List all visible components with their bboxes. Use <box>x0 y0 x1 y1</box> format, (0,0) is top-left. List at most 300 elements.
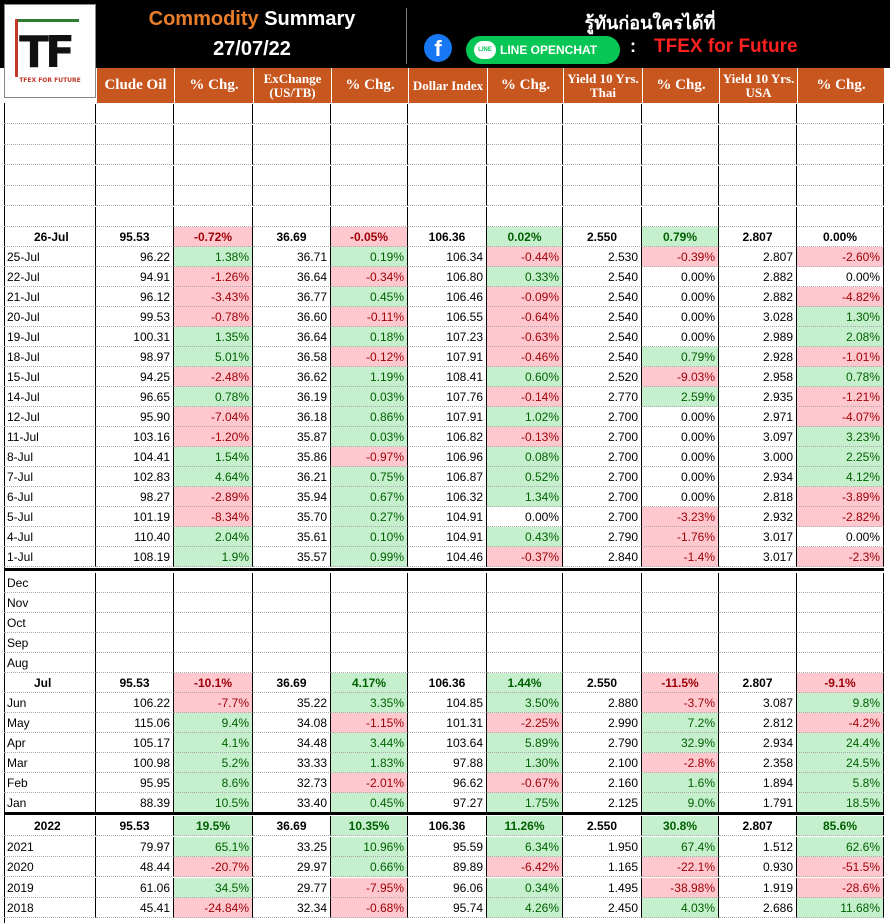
table-row <box>4 693 884 713</box>
pct-change-cell: 0.00% <box>797 227 884 247</box>
pct-change-cell: 0.00% <box>797 527 884 547</box>
value-cell: 95.90 <box>96 407 174 427</box>
pct-change-cell: -8.34% <box>174 507 253 527</box>
pct-change-cell: 0.00% <box>642 287 719 307</box>
value-cell: 106.80 <box>408 267 487 287</box>
value-cell <box>719 633 797 653</box>
value-cell: 104.41 <box>96 447 174 467</box>
column-headers <box>0 68 890 103</box>
row-label: Nov <box>4 593 96 613</box>
value-cell: 1.495 <box>563 878 642 898</box>
value-cell: 106.32 <box>408 487 487 507</box>
pct-change-cell: -0.72% <box>174 227 253 247</box>
pct-change-cell <box>797 593 884 613</box>
table-row <box>4 713 884 733</box>
pct-change-cell: 18.5% <box>797 793 884 813</box>
row-label: 20-Jul <box>4 307 96 327</box>
pct-change-cell: -3.43% <box>174 287 253 307</box>
value-cell: 95.59 <box>408 837 487 857</box>
empty-row <box>4 104 884 124</box>
pct-change-cell: -2.01% <box>331 773 408 793</box>
pct-change-cell: -0.11% <box>331 307 408 327</box>
column-header: % Chg. <box>487 68 563 103</box>
row-label: 25-Jul <box>4 247 96 267</box>
value-cell: 36.18 <box>253 407 331 427</box>
table-row <box>4 878 884 898</box>
pct-change-cell: -4.82% <box>797 287 884 307</box>
pct-change-cell: -3.23% <box>642 507 719 527</box>
pct-change-cell: -24.84% <box>174 898 253 918</box>
value-cell: 2.520 <box>563 367 642 387</box>
value-cell: 96.06 <box>408 878 487 898</box>
row-label: Mar <box>4 753 96 773</box>
row-label: Sep <box>4 633 96 653</box>
row-label: 15-Jul <box>4 367 96 387</box>
pct-change-cell: 0.86% <box>331 407 408 427</box>
pct-change-cell: 5.01% <box>174 347 253 367</box>
logo-caption: TFEX FOR FUTURE <box>19 77 81 84</box>
value-cell: 105.17 <box>96 733 174 753</box>
pct-change-cell: 0.27% <box>331 507 408 527</box>
pct-change-cell: -11.5% <box>642 673 719 693</box>
table-row <box>4 407 884 427</box>
value-cell: 36.69 <box>253 816 331 836</box>
pct-change-cell: 2.25% <box>797 447 884 467</box>
value-cell: 100.98 <box>96 753 174 773</box>
pct-change-cell: -22.1% <box>642 857 719 877</box>
pct-change-cell <box>331 633 408 653</box>
value-cell: 2.790 <box>563 733 642 753</box>
value-cell: 95.74 <box>408 898 487 918</box>
empty-row <box>4 186 884 206</box>
table-row <box>4 387 884 407</box>
table-row <box>4 507 884 527</box>
value-cell: 2.880 <box>563 693 642 713</box>
pct-change-cell: -4.07% <box>797 407 884 427</box>
pct-change-cell: 5.2% <box>174 753 253 773</box>
value-cell: 108.41 <box>408 367 487 387</box>
value-cell: 97.27 <box>408 793 487 813</box>
table-row <box>4 487 884 507</box>
value-cell: 2.812 <box>719 713 797 733</box>
row-label: 1-Jul <box>4 547 96 567</box>
value-cell: 2.686 <box>719 898 797 918</box>
pct-change-cell: 5.8% <box>797 773 884 793</box>
table-row <box>4 837 884 857</box>
pct-change-cell: 4.17% <box>331 673 408 693</box>
pct-change-cell: -0.34% <box>331 267 408 287</box>
pct-change-cell: -6.42% <box>487 857 563 877</box>
value-cell: 96.12 <box>96 287 174 307</box>
value-cell: 34.08 <box>253 713 331 733</box>
value-cell: 36.69 <box>253 227 331 247</box>
channel-name: TFEX for Future <box>654 36 798 57</box>
pct-change-cell: 4.64% <box>174 467 253 487</box>
value-cell: 35.61 <box>253 527 331 547</box>
row-label: 11-Jul <box>4 427 96 447</box>
value-cell: 106.46 <box>408 287 487 307</box>
value-cell: 2.807 <box>719 247 797 267</box>
row-label: 12-Jul <box>4 407 96 427</box>
pct-change-cell: 24.4% <box>797 733 884 753</box>
pct-change-cell: 0.78% <box>174 387 253 407</box>
pct-change-cell: 4.03% <box>642 898 719 918</box>
value-cell: 2.882 <box>719 267 797 287</box>
table-row <box>4 227 884 247</box>
value-cell: 94.91 <box>96 267 174 287</box>
empty-row <box>4 125 884 145</box>
row-label: 4-Jul <box>4 527 96 547</box>
value-cell: 89.89 <box>408 857 487 877</box>
pct-change-cell: 1.19% <box>331 367 408 387</box>
pct-change-cell: -51.5% <box>797 857 884 877</box>
column-header: ExChange (US/TB) <box>253 68 331 103</box>
column-header: % Chg. <box>174 68 253 103</box>
header-bar <box>0 0 890 68</box>
pct-change-cell: 6.34% <box>487 837 563 857</box>
value-cell: 2.807 <box>719 227 797 247</box>
pct-change-cell: -0.37% <box>487 547 563 567</box>
value-cell <box>719 573 797 593</box>
pct-change-cell: 1.44% <box>487 673 563 693</box>
pct-change-cell: 1.30% <box>487 753 563 773</box>
empty-row <box>4 207 884 227</box>
value-cell: 98.27 <box>96 487 174 507</box>
table-row <box>4 793 884 813</box>
pct-change-cell <box>331 573 408 593</box>
value-cell: 2.540 <box>563 287 642 307</box>
pct-change-cell: -4.2% <box>797 713 884 733</box>
pct-change-cell: 9.0% <box>642 793 719 813</box>
value-cell <box>408 653 487 673</box>
pct-change-cell <box>174 573 253 593</box>
pct-change-cell: 5.89% <box>487 733 563 753</box>
pct-change-cell: 4.12% <box>797 467 884 487</box>
value-cell: 2.882 <box>719 287 797 307</box>
value-cell: 2.700 <box>563 447 642 467</box>
pct-change-cell: 1.02% <box>487 407 563 427</box>
value-cell: 1.919 <box>719 878 797 898</box>
value-cell: 2.807 <box>719 673 797 693</box>
pct-change-cell <box>487 633 563 653</box>
value-cell: 101.31 <box>408 713 487 733</box>
pct-change-cell: 0.79% <box>642 227 719 247</box>
value-cell: 2.934 <box>719 733 797 753</box>
value-cell: 106.96 <box>408 447 487 467</box>
pct-change-cell: -7.04% <box>174 407 253 427</box>
value-cell: 88.39 <box>96 793 174 813</box>
value-cell: 3.000 <box>719 447 797 467</box>
pct-change-cell: -0.12% <box>331 347 408 367</box>
value-cell <box>719 653 797 673</box>
pct-change-cell <box>642 593 719 613</box>
pct-change-cell: 0.00% <box>642 487 719 507</box>
value-cell <box>408 613 487 633</box>
value-cell: 29.77 <box>253 878 331 898</box>
pct-change-cell: -1.26% <box>174 267 253 287</box>
pct-change-cell: -0.64% <box>487 307 563 327</box>
pct-change-cell <box>487 653 563 673</box>
value-cell <box>719 593 797 613</box>
pct-change-cell: -0.97% <box>331 447 408 467</box>
pct-change-cell: -0.67% <box>487 773 563 793</box>
value-cell: 2.700 <box>563 407 642 427</box>
value-cell: 2.160 <box>563 773 642 793</box>
pct-change-cell: 0.00% <box>642 427 719 447</box>
row-label: 2021 <box>4 837 96 857</box>
pct-change-cell: 2.59% <box>642 387 719 407</box>
pct-change-cell: 3.50% <box>487 693 563 713</box>
row-label: May <box>4 713 96 733</box>
value-cell: 61.06 <box>96 878 174 898</box>
table-row <box>4 547 884 567</box>
value-cell: 102.83 <box>96 467 174 487</box>
pct-change-cell: -1.01% <box>797 347 884 367</box>
value-cell: 35.94 <box>253 487 331 507</box>
value-cell <box>96 613 174 633</box>
facebook-icon[interactable]: f <box>424 34 452 62</box>
row-label: 19-Jul <box>4 327 96 347</box>
pct-change-cell: -0.63% <box>487 327 563 347</box>
page-title: Commodity Summary <box>148 8 356 30</box>
value-cell: 108.19 <box>96 547 174 567</box>
value-cell: 2.807 <box>719 816 797 836</box>
value-cell: 33.33 <box>253 753 331 773</box>
value-cell: 36.19 <box>253 387 331 407</box>
pct-change-cell <box>487 573 563 593</box>
section-divider <box>4 812 884 815</box>
table-row <box>4 593 884 613</box>
pct-change-cell: 10.35% <box>331 816 408 836</box>
value-cell: 2.818 <box>719 487 797 507</box>
table-row <box>4 653 884 673</box>
table-row <box>4 247 884 267</box>
pct-change-cell: 1.9% <box>174 547 253 567</box>
pct-change-cell: 7.2% <box>642 713 719 733</box>
value-cell: 103.64 <box>408 733 487 753</box>
pct-change-cell: -20.7% <box>174 857 253 877</box>
section-divider <box>4 568 884 571</box>
value-cell: 106.34 <box>408 247 487 267</box>
row-label: 14-Jul <box>4 387 96 407</box>
pct-change-cell: 1.30% <box>797 307 884 327</box>
value-cell: 2.840 <box>563 547 642 567</box>
pct-change-cell: 10.5% <box>174 793 253 813</box>
pct-change-cell: 3.35% <box>331 693 408 713</box>
value-cell: 2.540 <box>563 307 642 327</box>
table-row <box>4 573 884 593</box>
value-cell: 35.22 <box>253 693 331 713</box>
value-cell: 104.85 <box>408 693 487 713</box>
row-label: 2022 <box>4 816 96 836</box>
pct-change-cell: -9.03% <box>642 367 719 387</box>
table-row <box>4 673 884 693</box>
value-cell: 106.36 <box>408 673 487 693</box>
value-cell: 33.25 <box>253 837 331 857</box>
pct-change-cell: 1.83% <box>331 753 408 773</box>
value-cell <box>253 633 331 653</box>
pct-change-cell: 3.44% <box>331 733 408 753</box>
pct-change-cell: -2.3% <box>797 547 884 567</box>
value-cell: 45.41 <box>96 898 174 918</box>
value-cell <box>253 613 331 633</box>
value-cell: 35.70 <box>253 507 331 527</box>
value-cell: 0.930 <box>719 857 797 877</box>
pct-change-cell: -2.60% <box>797 247 884 267</box>
value-cell <box>253 573 331 593</box>
value-cell: 36.64 <box>253 327 331 347</box>
value-cell: 110.40 <box>96 527 174 547</box>
value-cell: 106.55 <box>408 307 487 327</box>
value-cell: 104.46 <box>408 547 487 567</box>
value-cell: 106.36 <box>408 227 487 247</box>
pct-change-cell: -7.7% <box>174 693 253 713</box>
pct-change-cell: 1.35% <box>174 327 253 347</box>
value-cell: 2.934 <box>719 467 797 487</box>
row-label: 6-Jul <box>4 487 96 507</box>
value-cell: 2.790 <box>563 527 642 547</box>
pct-change-cell <box>642 633 719 653</box>
pct-change-cell: -1.20% <box>174 427 253 447</box>
pct-change-cell: 0.60% <box>487 367 563 387</box>
value-cell: 2.932 <box>719 507 797 527</box>
pct-change-cell <box>487 613 563 633</box>
pct-change-cell: 0.43% <box>487 527 563 547</box>
value-cell: 3.097 <box>719 427 797 447</box>
value-cell: 96.65 <box>96 387 174 407</box>
pct-change-cell <box>797 653 884 673</box>
pct-change-cell: 2.04% <box>174 527 253 547</box>
pct-change-cell: 0.45% <box>331 793 408 813</box>
pct-change-cell <box>642 613 719 633</box>
value-cell: 101.19 <box>96 507 174 527</box>
row-label: 26-Jul <box>4 227 96 247</box>
value-cell <box>96 653 174 673</box>
pct-change-cell: 1.6% <box>642 773 719 793</box>
pct-change-cell: 9.8% <box>797 693 884 713</box>
value-cell: 95.53 <box>96 816 174 836</box>
line-openchat-button[interactable]: LINE LINE OPENCHAT <box>466 36 620 64</box>
pct-change-cell: -1.4% <box>642 547 719 567</box>
pct-change-cell: -28.6% <box>797 878 884 898</box>
pct-change-cell: -2.89% <box>174 487 253 507</box>
pct-change-cell: 0.00% <box>642 467 719 487</box>
value-cell: 36.77 <box>253 287 331 307</box>
pct-change-cell: -10.1% <box>174 673 253 693</box>
pct-change-cell: -0.46% <box>487 347 563 367</box>
value-cell: 2.125 <box>563 793 642 813</box>
pct-change-cell: 0.10% <box>331 527 408 547</box>
value-cell: 2.550 <box>563 816 642 836</box>
promo-text: รู้ทันก่อนใครได้ที่ <box>584 13 716 34</box>
value-cell <box>96 573 174 593</box>
value-cell: 2.700 <box>563 507 642 527</box>
value-cell: 36.58 <box>253 347 331 367</box>
value-cell: 1.165 <box>563 857 642 877</box>
value-cell: 36.69 <box>253 673 331 693</box>
value-cell: 32.73 <box>253 773 331 793</box>
value-cell: 106.22 <box>96 693 174 713</box>
value-cell: 115.06 <box>96 713 174 733</box>
logo-text: TF <box>19 27 72 78</box>
table-row <box>4 427 884 447</box>
column-header: Yield 10 Yrs. USA <box>719 68 797 103</box>
value-cell: 2.700 <box>563 487 642 507</box>
table-row <box>4 447 884 467</box>
value-cell: 2.770 <box>563 387 642 407</box>
value-cell: 2.358 <box>719 753 797 773</box>
value-cell: 99.53 <box>96 307 174 327</box>
value-cell: 36.60 <box>253 307 331 327</box>
value-cell <box>563 613 642 633</box>
empty-row <box>4 145 884 165</box>
pct-change-cell <box>331 653 408 673</box>
pct-change-cell: -0.05% <box>331 227 408 247</box>
value-cell: 29.97 <box>253 857 331 877</box>
value-cell: 2.700 <box>563 427 642 447</box>
pct-change-cell: 0.00% <box>642 307 719 327</box>
value-cell: 2.530 <box>563 247 642 267</box>
pct-change-cell: -0.68% <box>331 898 408 918</box>
value-cell: 2.700 <box>563 467 642 487</box>
row-label: 2018 <box>4 898 96 918</box>
value-cell: 1.950 <box>563 837 642 857</box>
value-cell: 79.97 <box>96 837 174 857</box>
row-label: 22-Jul <box>4 267 96 287</box>
value-cell <box>253 593 331 613</box>
column-header: Yield 10 Yrs. Thai <box>563 68 642 103</box>
value-cell: 2.550 <box>563 673 642 693</box>
pct-change-cell: -1.15% <box>331 713 408 733</box>
pct-change-cell <box>487 593 563 613</box>
pct-change-cell: 32.9% <box>642 733 719 753</box>
pct-change-cell <box>174 653 253 673</box>
pct-change-cell <box>174 593 253 613</box>
value-cell: 106.82 <box>408 427 487 447</box>
line-icon: LINE <box>474 41 496 59</box>
pct-change-cell: -3.7% <box>642 693 719 713</box>
pct-change-cell: 19.5% <box>174 816 253 836</box>
empty-row <box>4 166 884 186</box>
value-cell: 2.935 <box>719 387 797 407</box>
value-cell: 2.100 <box>563 753 642 773</box>
value-cell: 1.791 <box>719 793 797 813</box>
column-header: % Chg. <box>331 68 408 103</box>
pct-change-cell: 62.6% <box>797 837 884 857</box>
pct-change-cell: 0.03% <box>331 387 408 407</box>
pct-change-cell: 8.6% <box>174 773 253 793</box>
value-cell: 3.087 <box>719 693 797 713</box>
value-cell: 94.25 <box>96 367 174 387</box>
value-cell: 2.540 <box>563 327 642 347</box>
value-cell: 3.017 <box>719 547 797 567</box>
pct-change-cell: -0.13% <box>487 427 563 447</box>
value-cell: 97.88 <box>408 753 487 773</box>
table-row <box>4 467 884 487</box>
row-label: Apr <box>4 733 96 753</box>
pct-change-cell: -2.25% <box>487 713 563 733</box>
value-cell: 1.512 <box>719 837 797 857</box>
value-cell: 34.48 <box>253 733 331 753</box>
pct-change-cell <box>797 613 884 633</box>
pct-change-cell: 3.23% <box>797 427 884 447</box>
pct-change-cell: 65.1% <box>174 837 253 857</box>
table-row <box>4 367 884 387</box>
pct-change-cell: -2.48% <box>174 367 253 387</box>
row-label: 5-Jul <box>4 507 96 527</box>
pct-change-cell <box>797 573 884 593</box>
pct-change-cell: 24.5% <box>797 753 884 773</box>
